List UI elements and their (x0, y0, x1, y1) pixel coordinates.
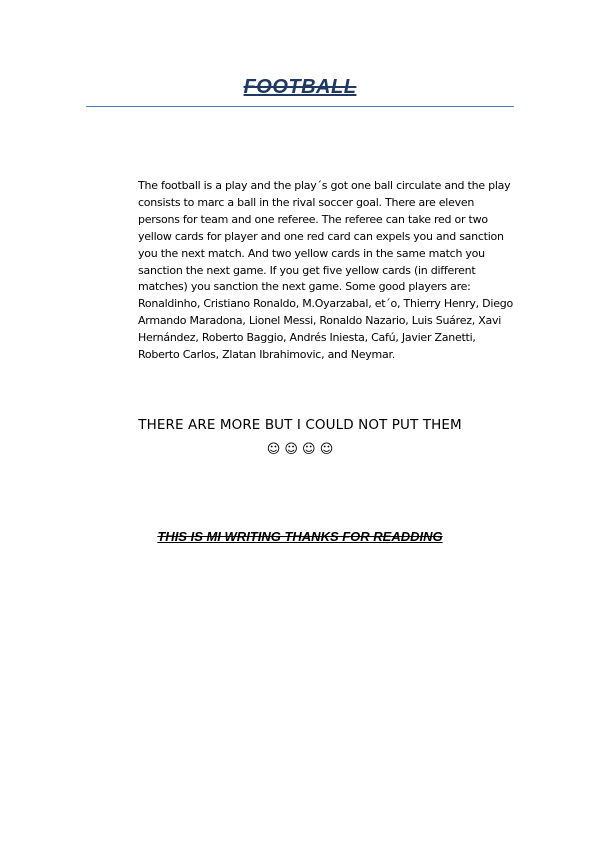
smiley-icons: ☺ ☺ ☺ ☺ (266, 442, 334, 457)
page-title: FOOTBALL (243, 76, 357, 98)
body-paragraph: The football is a play and the play´s got one ball circulate and the play consists to marc a ball in the rival soccer goal. There are eleven persons for team and one referee. The referee can take red or two yellow cards for player and one red card can expels you and sanction you the next match. And two yellow cards in the same match you sanction the next game. If you get five yellow cards (in different matches) you sanction the next game. Some good players are: Ronaldinho, Cristiano Ronaldo, M.Oyarzabal, et´o, Thierry Henry, Diego Armando Maradona, Lionel Messi, Ronaldo Nazario, Luis Suárez, Xavi Hernández, Roberto Baggio, Andrés Iniesta, Cafú, Javier Zanetti, Roberto Carlos, Zlatan Ibrahimovic, and Neymar. (138, 179, 513, 362)
more-players-note: THERE ARE MORE BUT I COULD NOT PUT THEM (138, 417, 462, 433)
title-divider (86, 106, 514, 107)
closing-line: THIS IS MI WRITING THANKS FOR READDING (157, 529, 443, 544)
